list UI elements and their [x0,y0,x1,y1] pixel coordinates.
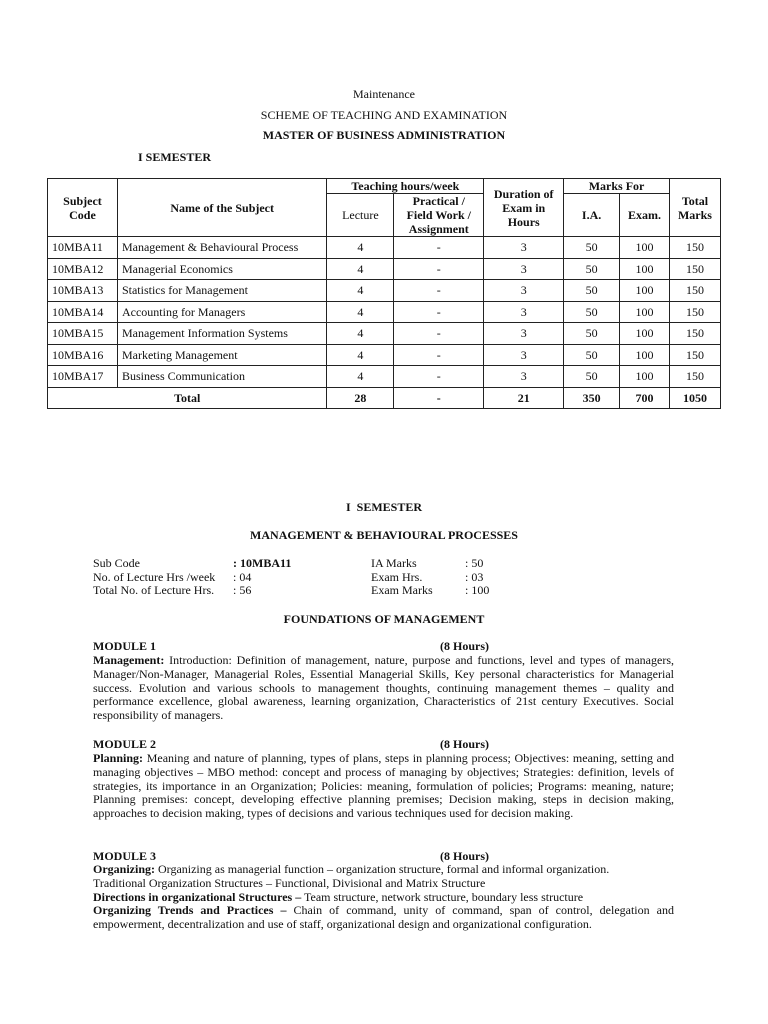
lecture-hrs-label: No. of Lecture Hrs /week [93,570,216,584]
module-3-line-3: Team structure, network structure, boundary less structure [301,889,584,904]
exam-marks: 100 [620,237,670,259]
scheme-table [47,178,721,409]
total-lecture-value: : 56 [233,583,252,597]
lecture-hours: 4 [327,366,394,388]
exam-duration: 3 [484,280,564,302]
practical-hours: - [394,280,484,302]
foundations-heading: FOUNDATIONS OF MANAGEMENT [283,612,485,626]
header-ia: I.A. [564,194,620,237]
module-2-hours: (8 Hours) [440,737,489,751]
module-1-text: Introduction: Definition of management, nature, purpose and functions, level and types of managers, Manager/Non-Manager, Managerial Roles, Essential Managerial Skills, Key personal characteristics for Managerial success. Evolution and various schools to management thoughts, continuing management themes – quality and performance excellence, global awareness, learning organization, Characteristics of 21st century Executives. Social responsibility of managers. [93,653,674,723]
header-line-1: Maintenance [353,87,415,101]
total-label: Total [48,387,327,409]
total-lecture: 28 [327,387,394,409]
lecture-hours: 4 [327,323,394,345]
exam-marks: 100 [620,301,670,323]
lecture-hrs-value: : 04 [233,570,252,584]
ia-marks: 50 [564,280,620,302]
module-1-lead: Management: [93,653,165,667]
ia-marks: 50 [564,344,620,366]
exam-marks: 100 [620,344,670,366]
header-practical: Practical / Field Work / Assignment [394,194,484,237]
module-2-title: MODULE 2 [93,737,156,751]
module-3-hours: (8 Hours) [440,849,489,863]
module-3-title: MODULE 3 [93,849,156,863]
exam-duration: 3 [484,323,564,345]
exam-duration: 3 [484,301,564,323]
table-row [48,280,721,302]
subject-code: 10MBA11 [48,237,118,259]
subject-code: 10MBA13 [48,280,118,302]
total-duration: 21 [484,387,564,409]
header-marks-for: Marks For [564,179,670,194]
ia-marks: 50 [564,237,620,259]
lecture-hours: 4 [327,344,394,366]
lecture-hours: 4 [327,258,394,280]
module-2-body [93,752,674,821]
total-ia: 350 [564,387,620,409]
subject-code: 10MBA16 [48,344,118,366]
total-exam: 700 [620,387,670,409]
header-exam: Exam. [620,194,670,237]
module-1-title: MODULE 1 [93,639,156,653]
module-3-body [93,863,674,932]
practical-hours: - [394,301,484,323]
ia-marks: 50 [564,301,620,323]
total-marks: 150 [669,258,720,280]
module-1-hours: (8 Hours) [440,639,489,653]
table-row [48,301,721,323]
module-3-text: Organizing as managerial function – organization structure, formal and informal organization. [155,862,610,876]
total-marks: 150 [669,237,720,259]
table-row [48,237,721,259]
subject-name: Management & Behavioural Process [117,237,326,259]
total-marks: 150 [669,323,720,345]
module-3-lead-3: Directions in organizational Structures – [93,889,302,904]
subject-code: 10MBA12 [48,258,118,280]
header-subject-code: Subject Code [48,179,118,237]
subject-code: 10MBA17 [48,366,118,388]
ia-marks: 50 [564,366,620,388]
header-line-3: MASTER OF BUSINESS ADMINISTRATION [262,128,506,142]
practical-hours: - [394,323,484,345]
header-lecture: Lecture [327,194,394,237]
table-row [48,366,721,388]
sub-code-label: Sub Code [93,556,141,570]
semester-heading: I SEMESTER [138,150,212,164]
table-row [48,258,721,280]
subject-name: Managerial Economics [117,258,326,280]
module-2-text: Meaning and nature of planning, types of plans, steps in planning process; Objectives: meaning, setting and managing objectives – MBO method: concept and process of managing by objectives; Strategies: definition, levels of strategies, its importance in an Organization; Policies: meaning, formulation of policies; Programs: meaning, nature; Planning premises: concept, developing effective planning premises; Decision making, steps in decision making, approaches to decision making, types of decisions and various techniques used for decision making. [93,751,674,821]
subject-name: Management Information Systems [117,323,326,345]
lecture-hours: 4 [327,280,394,302]
exam-marks: 100 [620,280,670,302]
ia-marks-value: : 50 [465,556,484,570]
header-teaching-hours: Teaching hours/week [327,179,484,194]
header-line-2: SCHEME OF TEACHING AND EXAMINATION [260,108,508,122]
exam-marks-value: : 100 [465,583,490,597]
header-subject-name: Name of the Subject [117,179,326,237]
total-practical: - [394,387,484,409]
total-marks: 150 [669,280,720,302]
exam-marks: 100 [620,323,670,345]
module-3-line-4: Chain of command, unity of command, span of control, delegation and empowerment, decentralization and use of staff, organizational design and organizational configuration. [93,903,674,932]
practical-hours: - [394,344,484,366]
exam-duration: 3 [484,237,564,259]
ia-marks-label: IA Marks [371,556,417,570]
exam-hrs-label: Exam Hrs. [371,570,423,584]
total-marks: 150 [669,344,720,366]
course-title: MANAGEMENT & BEHAVIOURAL PROCESSES [250,528,518,542]
table-row [48,344,721,366]
ia-marks: 50 [564,258,620,280]
exam-marks-label: Exam Marks [371,583,433,597]
header-total-marks: Total Marks [669,179,720,237]
subject-name: Accounting for Managers [117,301,326,323]
practical-hours: - [394,258,484,280]
subject-name: Statistics for Management [117,280,326,302]
sub-code-value: : 10MBA11 [233,556,292,570]
subject-code: 10MBA14 [48,301,118,323]
table-row [48,323,721,345]
module-2-lead: Planning: [93,751,144,765]
total-lecture-label: Total No. of Lecture Hrs. [93,583,215,597]
subject-name: Marketing Management [117,344,326,366]
ia-marks: 50 [564,323,620,345]
subject-name: Business Communication [117,366,326,388]
table-total-row [48,387,721,409]
practical-hours: - [394,366,484,388]
module-3-lead-4: Organizing Trends and Practices – [93,903,287,918]
exam-hrs-value: : 03 [465,570,484,584]
module-3-lead: Organizing: [93,862,155,876]
subject-code: 10MBA15 [48,323,118,345]
exam-marks: 100 [620,366,670,388]
exam-duration: 3 [484,344,564,366]
practical-hours: - [394,237,484,259]
lecture-hours: 4 [327,237,394,259]
lecture-hours: 4 [327,301,394,323]
module-3-line-2: Traditional Organization Structures – Functional, Divisional and Matrix Structure [93,875,486,890]
exam-marks: 100 [620,258,670,280]
total-marks-sum: 1050 [669,387,720,409]
total-marks: 150 [669,301,720,323]
header-duration: Duration of Exam in Hours [484,179,564,237]
module-1-body [93,654,674,723]
exam-duration: 3 [484,366,564,388]
section-semester: I SEMESTER [345,500,423,514]
total-marks: 150 [669,366,720,388]
exam-duration: 3 [484,258,564,280]
